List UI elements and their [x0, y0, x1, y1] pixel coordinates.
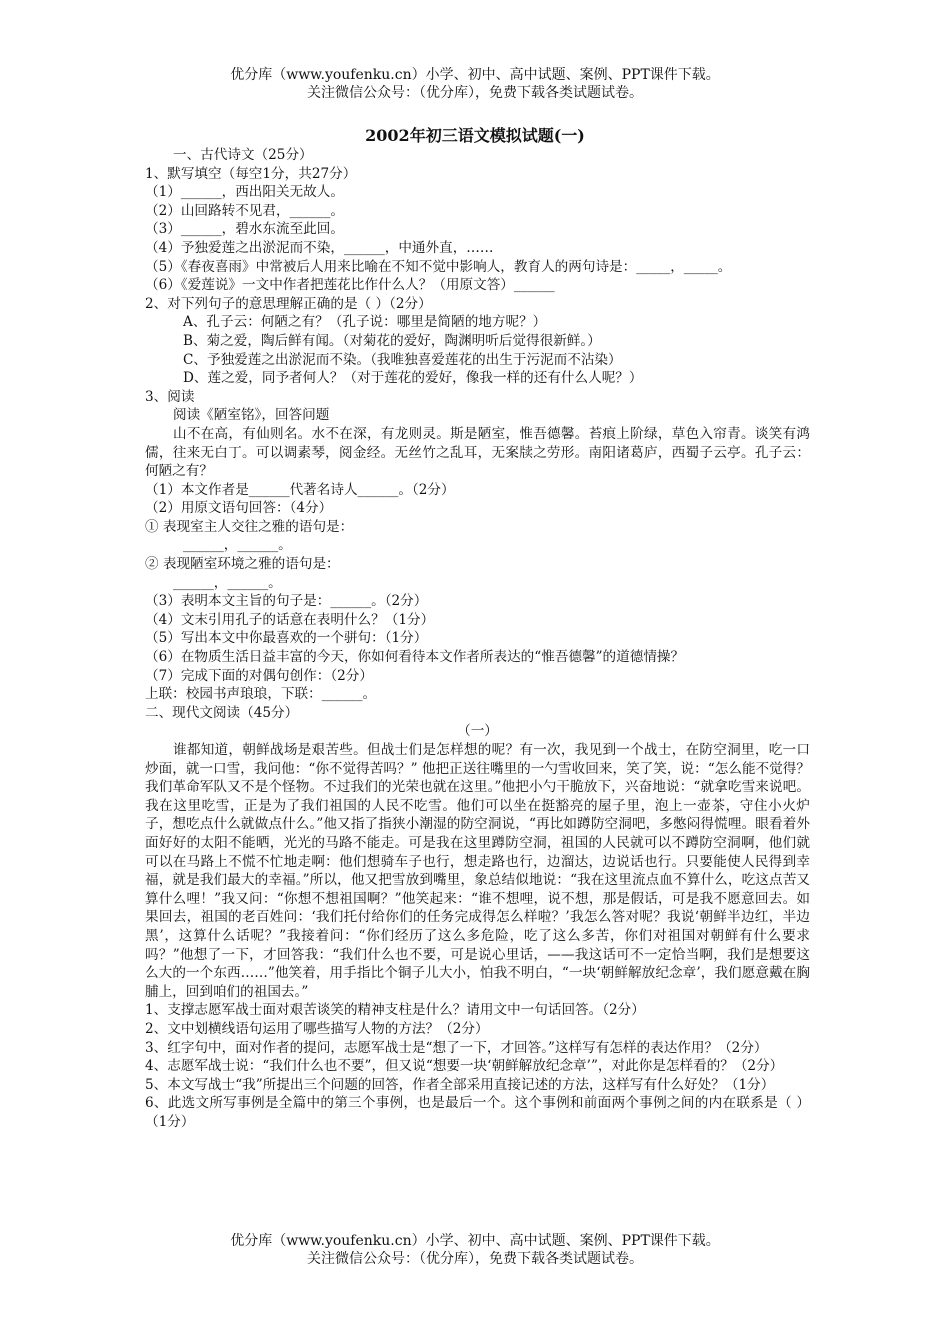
choice-option: A、孔子云：何陋之有？（孔子说：哪里是简陋的地方呢？） — [183, 314, 547, 331]
header-line-2: 关注微信公众号：（优分库），免费下载各类试题试卷。 — [307, 85, 643, 101]
question-item: （5）《春夜喜雨》中常被后人用来比喻在不知不觉中影响人，教育人的两句诗是：_____，_____。 — [145, 258, 732, 275]
section-heading: 一、古代诗文（25分） — [173, 147, 313, 163]
question-item: ② 表现陋室环境之雅的语句是： — [145, 556, 340, 573]
question-item: （3）______，碧水东流至此回。 — [145, 221, 344, 238]
question: 4、志愿军战士说：“我们什么也不要”，但又说“想要一块‘朝鲜解放纪念章’”，对此你是怎样看的？（2分） — [145, 1058, 784, 1075]
question: 1、支撑志愿军战士面对艰苦谈笑的精神支柱是什么？请用文中一句话回答。（2分） — [145, 1002, 645, 1019]
question-item: （4）予独爱莲之出淤泥而不染，______，中通外直，…… — [145, 239, 494, 256]
section-heading: 二、现代文阅读（45分） — [145, 704, 299, 721]
question: 2、文中划横线语句运用了哪些描写人物的方法？（2分） — [145, 1020, 489, 1037]
footer-line-1: 优分库（www.youfenku.cn）小学、初中、高中试题、案例、PPT课件下载。 — [230, 1233, 720, 1249]
question: 6、此选文所写事例是全篇中的第三个事例，也是最后一个。这个事例和前面两个事例之间的内在联系是（ ）（1分） — [145, 1095, 810, 1130]
footer-line-2: 关注微信公众号：（优分库），免费下载各类试题试卷。 — [307, 1251, 643, 1267]
reading-passage: 山不在高，有仙则名。水不在深，有龙则灵。斯是陋室，惟吾德馨。苔痕上阶绿，草色入帘青。谈笑有鸿儒，往来无白丁。可以调素琴，阅金经。无丝竹之乱耳，无案牍之劳形。南阳诸葛庐，西蜀子云亭。孔子云：何陋之有？ — [145, 425, 810, 480]
document-body — [145, 146, 810, 1131]
reading-instruction: 阅读《陋室铭》，回答问题 — [173, 407, 330, 424]
question-item: （6）《爱莲说》一文中作者把莲花比作什么人？（用原文答）______ — [145, 277, 555, 294]
answer-blank: ______，______。 — [173, 574, 282, 591]
question-item: （2）用原文语句回答：（4分） — [145, 500, 333, 517]
question-item: （3）表明本文主旨的句子是：______。（2分） — [145, 593, 428, 610]
choice-option: C、予独爱莲之出淤泥而不染。（我唯独喜爱莲花的出生于污泥而不沾染） — [183, 351, 622, 368]
header-line-1: 优分库（www.youfenku.cn）小学、初中、高中试题、案例、PPT课件下载。 — [230, 67, 720, 83]
answer-blank: ______，______。 — [183, 537, 292, 554]
question-item: （1）本文作者是______代著名诗人______。（2分） — [145, 481, 455, 498]
choice-option: B、菊之爱，陶后鲜有闻。（对菊花的爱好，陶渊明听后觉得很新鲜。） — [183, 332, 601, 349]
question: 2、对下列句子的意思理解正确的是（ ）（2分） — [145, 295, 432, 312]
question-item: （1）______，西出阳关无故人。 — [145, 184, 344, 201]
page-footer — [0, 1232, 950, 1268]
document-title: 2002年初三语文模拟试题(一) — [365, 126, 585, 145]
question: 3、红字句中，面对作者的提问，志愿军战士是“想了一下，才回答。”这样写有怎样的表达作用？（2分） — [145, 1039, 768, 1056]
question-item: （5）写出本文中你最喜欢的一个骈句：（1分） — [145, 630, 428, 647]
page-header — [0, 66, 950, 102]
question: 5、本文写战士“我”所提出三个问题的回答，作者全部采用直接记述的方法，这样写有什么好处？（1分） — [145, 1076, 775, 1093]
choice-option: D、莲之爱，同予者何人？（对于莲花的爱好，像我一样的还有什么人呢？） — [183, 370, 643, 387]
question-item: （4）文末引用孔子的话意在表明什么？（1分） — [145, 611, 435, 628]
question: 3、阅读 — [145, 388, 195, 405]
question-item: 上联：校园书声琅琅，下联：______。 — [145, 686, 377, 703]
question-item: ① 表现室主人交往之雅的语句是： — [145, 518, 354, 535]
reading-passage: 谁都知道，朝鲜战场是艰苦些。但战士们是怎样想的呢？有一次，我见到一个战士，在防空洞里，吃一口炒面，就一口雪，我问他：“你不觉得苦吗？” 他把正送往嘴里的一勺雪收回来，笑了笑，说：“怎么能不觉得？我们革命军队又不是个怪物。不过我们的光荣也就在这里。”他把小勺干脆放下，兴奋地说：“就拿吃雪来说吧。我在这里吃雪，正是为了我们祖国的人民不吃雪。他们可以坐在挺豁亮的屋子里，泡上一壶茶，守住小火炉子，想吃点什么就做点什么。”他又指了指狭小潮湿的防空洞说，“再比如蹲防空洞吧，多憋闷得慌哩。眼看着外面好好的太阳不能晒，光光的马路不能走。可是我在这里蹲防空洞，祖国的人民就可以不蹲防空洞啊，他们就可以在马路上不慌不忙地走啊：他们想骑车子也行，想走路也行，边溜达，边说话也行。只要能使人民得到幸福，就是我们最大的幸福。”所以，他又把雪放到嘴里，象总结似地说：“我在这里流点血不算什么，吃这点苦又算什么哩！”我又问：“你想不想祖国啊？”他笑起来：“谁不想哩，说不想，那是假话，可是我不愿意回去。如果回去，祖国的老百姓问：‘我们托付给你们的任务完成得怎么样啦？’我怎么答对呢？我说‘朝鲜半边红，半边黑’，这算什么话呢？”我接着问：“你们经历了这么多危险，吃了这么多苦，你们对祖国对朝鲜有什么要求吗？”他想了一下，才回答我：“我们什么也不要，可是说心里话，——我这话可不一定恰当啊，我们是想要这么大的一个东西……”他笑着，用手指比个铜子儿大小，怕我不明白，“一块‘朝鲜解放纪念章’，我们愿意戴在胸脯上，回到咱们的祖国去。” — [145, 742, 810, 1000]
question-item: （6）在物质生活日益丰富的今天，你如何看待本文作者所表达的“惟吾德馨”的道德情操？ — [145, 649, 685, 666]
question: 1、默写填空（每空1分，共27分） — [145, 165, 357, 182]
passage-number: （一） — [457, 723, 498, 740]
question-item: （2）山回路转不见君，______。 — [145, 202, 344, 219]
question-item: （7）完成下面的对偶句创作：（2分） — [145, 667, 373, 684]
